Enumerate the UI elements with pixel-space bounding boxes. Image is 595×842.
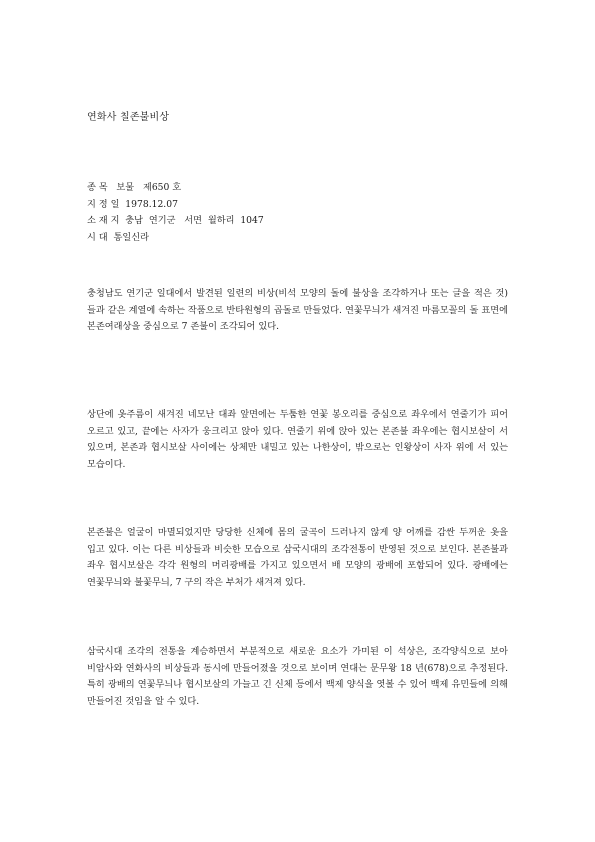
metadata-block	[87, 180, 264, 246]
document-title: 연화사 칠존불비상	[87, 112, 170, 123]
meta-date: 지 정 일 1978.12.07	[87, 198, 178, 210]
meta-designation: 종 목 보물 제650 호	[87, 182, 182, 193]
meta-location: 소 재 지 충남 연기군 서면 월하리 1047	[87, 215, 264, 226]
meta-period: 시 대 통일신라	[87, 231, 150, 243]
paragraph-pedestal: 상단에 옷주름이 새겨진 네모난 대좌 앞면에는 두툼한 연꽃 봉오리를 중심으로 좌우에서 연줄기가 피어 오르고 있고, 끝에는 사자가 웅크리고 앉아 있다. 연줄기 위에 앉아 있는 본존불 좌우에는 협시보살이 서 있으며, 본존과 협시보살 사이에는 상체만 내밀고 있는 나한상이, 밖으로는 인왕상이 사자 위에 서 있는 모습이다.	[87, 409, 508, 471]
paragraph-main-buddha: 본존불은 얼굴이 마멸되었지만 당당한 신체에 몸의 굴곡이 드러나지 않게 양 어깨를 감싼 두꺼운 옷을 입고 있다. 이는 다른 비상들과 비슷한 모습으로 삼국시대의 조각전통이 반영된 것으로 보인다. 본존불과 좌우 협시보살은 각각 원형의 머리광배를 가지고 있으면서 배 모양의 광배에 포함되어 있다. 광배에는 연꽃무늬와 불꽃무늬, 7 구의 작은 부처가 새겨져 있다.	[87, 527, 508, 589]
paragraph-dating: 삼국시대 조각의 전통을 계승하면서 부분적으로 새로운 요소가 가미된 이 석상은, 조각양식으로 보아 비암사와 연화사의 비상들과 동시에 만들어졌을 것으로 보이며 연대는 문무왕 18 년(678)으로 추정된다. 특히 광배의 연꽃무늬나 협시보살의 가늘고 긴 신체 등에서 백제 양식을 엿볼 수 있어 백제 유민들에 의해 만들어진 것임을 알 수 있다.	[87, 646, 508, 708]
paragraph-intro: 충청남도 연기군 일대에서 발견된 일련의 비상(비석 모양의 돌에 불상을 조각하거나 또는 글을 적은 것)들과 같은 계열에 속하는 작품으로 반타원형의 곱돌로 만들었다. 연꽃무늬가 새겨진 마름모꼴의 돌 표면에 본존여래상을 중심으로 7 존불이 조각되어 있다.	[87, 288, 508, 333]
